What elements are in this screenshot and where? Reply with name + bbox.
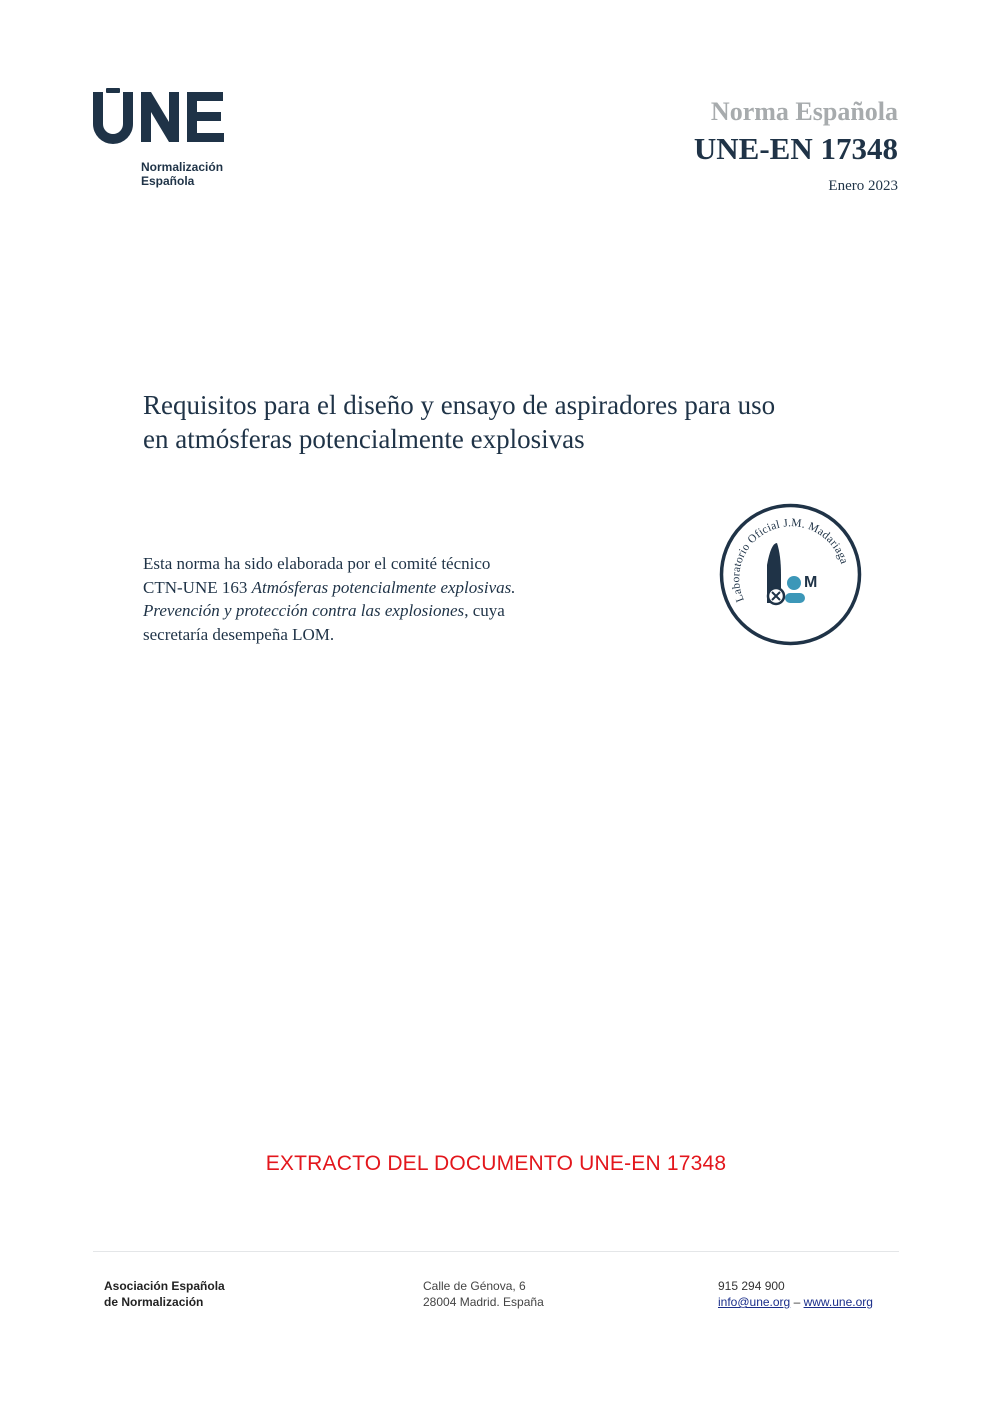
committee-line3 xyxy=(143,599,603,623)
norma-date: Enero 2023 xyxy=(828,178,898,194)
committee-line4: secretaría desempeña LOM. xyxy=(143,624,335,644)
lom-seal-logo xyxy=(719,503,862,646)
committee-line2 xyxy=(143,576,603,600)
footer-address-line1: Calle de Génova, 6 xyxy=(423,1279,526,1293)
footer-links xyxy=(718,1294,873,1310)
committee-statement xyxy=(143,552,603,646)
committee-code: CTN-UNE 163 xyxy=(143,577,252,597)
title-line1: Requisitos para el diseño y ensayo de aspiradores para uso xyxy=(143,390,776,420)
une-logo-mark xyxy=(93,88,227,144)
footer-address xyxy=(423,1278,544,1310)
footer-address-line2: 28004 Madrid. España xyxy=(423,1295,544,1309)
document-title xyxy=(143,388,913,456)
footer-organization xyxy=(104,1278,225,1310)
logo-subtitle-line1: Normalización xyxy=(141,160,224,174)
une-logo xyxy=(93,88,233,188)
footer-phone: 915 294 900 xyxy=(718,1279,785,1293)
footer-separator: – xyxy=(790,1295,804,1309)
committee-name-part1: Atmósferas potencialmente explosivas. xyxy=(251,577,516,597)
committee-line3-tail: , cuya xyxy=(464,601,505,620)
footer-org-line1: Asociación Española xyxy=(104,1279,225,1293)
footer-divider xyxy=(93,1251,899,1252)
committee-name-part2: Prevención y protección contra las explosiones xyxy=(143,601,465,620)
footer-website-link[interactable]: www.une.org xyxy=(803,1295,873,1309)
title-line2: en atmósferas potencialmente explosivas xyxy=(143,424,585,454)
logo-subtitle-line2: Española xyxy=(141,174,195,188)
footer-email-link[interactable]: info@une.org xyxy=(718,1295,791,1309)
norma-label: Norma Española xyxy=(710,97,898,126)
norma-code: UNE-EN 17348 xyxy=(693,131,898,166)
logo-subtitle xyxy=(141,160,233,188)
standard-header xyxy=(694,96,898,195)
footer-org-line2: de Normalización xyxy=(104,1295,204,1309)
footer-contact xyxy=(718,1278,873,1310)
seal-teal-dot xyxy=(787,576,801,590)
seal-letter-m: M xyxy=(804,574,818,591)
seal-teal-base xyxy=(785,593,805,603)
committee-line1: Esta norma ha sido elaborada por el comité técnico xyxy=(143,554,491,573)
seal-ring-text: Laboratorio Oficial J.M. Madariaga xyxy=(730,517,850,604)
extract-notice: EXTRACTO DEL DOCUMENTO UNE-EN 17348 xyxy=(265,1152,727,1175)
